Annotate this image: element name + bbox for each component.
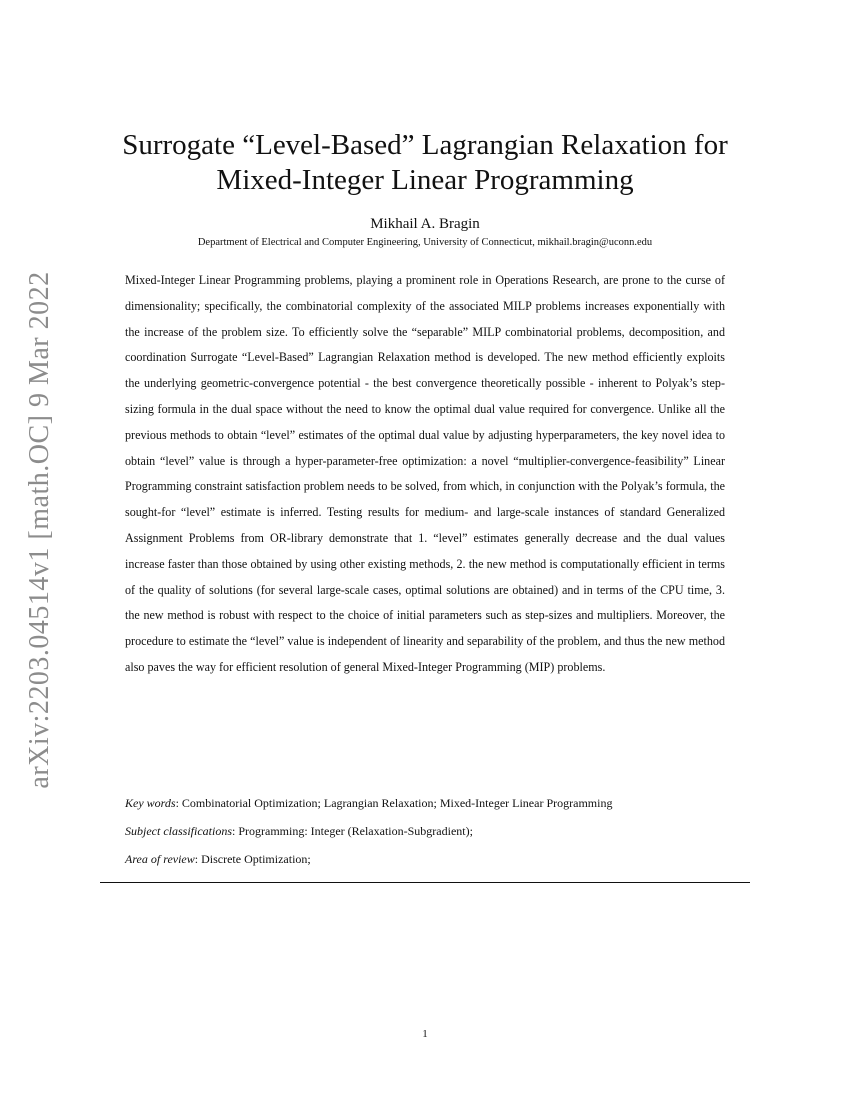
paper-title [60,128,790,198]
author-name: Mikhail A. Bragin [370,216,480,232]
horizontal-rule [100,882,750,883]
area-of-review-value: Discrete Optimization; [201,852,311,866]
subject-classifications-line [125,823,745,839]
author-affiliation: Department of Electrical and Computer Engineering, University of Connecticut, mikhail.bragin@uconn.edu [197,237,653,248]
keywords-label: Key words [125,796,176,810]
abstract-text: Mixed-Integer Linear Programming problems, playing a prominent role in Operations Research, are prone to the curse of dimensionality; specifically, the combinatorial complexity of the associated MILP problems increases exponentially with the increase of the problem size. To efficiently solve the “separable” MILP combinatorial problems, decomposition, and coordination Surrogate “Level-Based” Lagrangian Relaxation method is developed. The new method efficiently exploits the underlying geometric-convergence potential - the best convergence theoretically possible - inherent to Polyak’s step-sizing formula in the dual space without the need to know the optimal dual value required for convergence. Unlike all the previous methods to obtain “level” estimates of the optimal dual value by adjusting hyperparameters, the key novel idea to obtain “level” value is through a hyper-parameter-free optimization: a novel “multiplier-convergence-feasibility” Linear Programming constraint satisfaction problem needs to be solved, from which, in conjunction with the Polyak’s formula, the sought-for “level” estimate is inferred. Testing results for medium- and large-scale instances of standard Generalized Assignment Problems from OR-library demonstrate that 1. “level” estimates generally decrease and the dual values increase faster than those obtained by using other existing methods, 2. the new method is computationally efficient in terms of the quality of solutions (for several large-scale cases, optimal solutions are obtained) and in terms of the CPU time, 3. the new method is robust with respect to the choice of initial parameters such as step-sizes and multipliers. Moreover, the procedure to estimate the “level” value is independent of linearity and separability of the problem, and thus the new method also paves the way for efficient resolution of general Mixed-Integer Programming (MIP) problems. [125,273,725,674]
paper-title-line-1: Surrogate “Level-Based” Lagrangian Relaxation for [122,129,728,161]
page-number: 1 [422,1028,428,1040]
area-of-review-colon: : [194,852,202,866]
subject-classifications-label: Subject classifications [125,824,232,838]
subject-classifications-colon: : [232,824,239,838]
keywords-line [125,795,745,811]
arxiv-identifier-stamp: arXiv:2203.04514v1 [math.OC] 9 Mar 2022 [24,271,55,789]
keywords-value: Combinatorial Optimization; Lagrangian Relaxation; Mixed-Integer Linear Programming [181,796,613,810]
area-of-review-line [125,851,745,867]
area-of-review-label: Area of review [125,852,195,866]
subject-classifications-value: Programming: Integer (Relaxation-Subgradient); [238,824,473,838]
keywords-colon: : [175,796,182,810]
paper-title-line-2: Mixed-Integer Linear Programming [216,164,634,196]
